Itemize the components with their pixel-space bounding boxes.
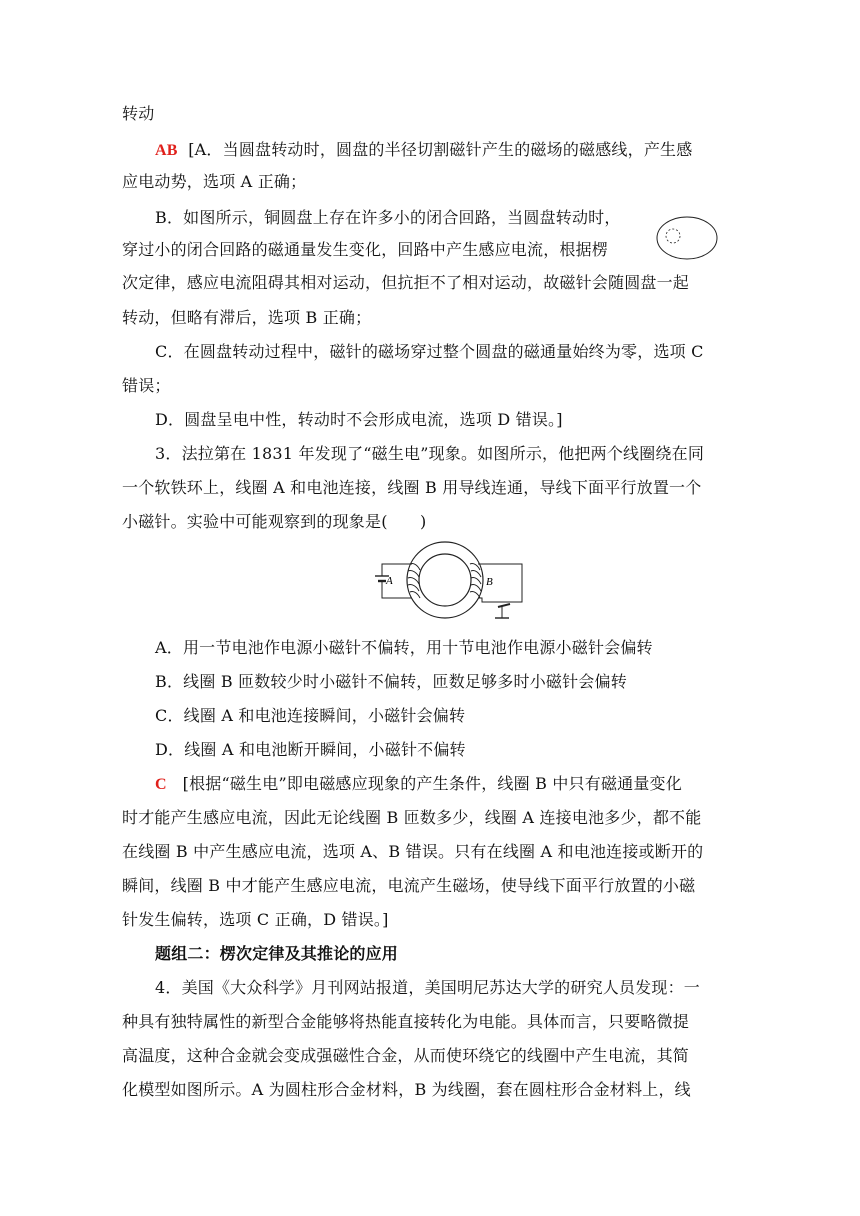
text-line: 次定律，感应电流阻碍其相对运动，但抗拒不了相对运动，故磁针会随圆盘一起 xyxy=(122,273,690,292)
disk-loop-figure xyxy=(655,215,719,261)
text-line: 针发生偏转，选项 C 正确，D 错误。] xyxy=(122,910,389,929)
text-line: 转动，但略有滞后，选项 B 正确； xyxy=(122,308,372,327)
text-line: 穿过小的闭合回路的磁通量发生变化，回路中产生感应电流，根据楞 xyxy=(122,240,609,259)
option-c: C．线圈 A 和电池连接瞬间，小磁针会偏转 xyxy=(155,706,466,725)
text-line: 应电动势，选项 A 正确； xyxy=(122,172,307,191)
text-line: 瞬间，线圈 B 中才能产生感应电流，电流产生磁场，使导线下面平行放置的小磁 xyxy=(122,876,696,895)
question-3-line: 3．法拉第在 1831 年发现了“磁生电”现象。如图所示，他把两个线圈绕在同 xyxy=(155,444,705,463)
section-heading: 题组二：楞次定律及其推论的应用 xyxy=(155,944,399,963)
text-line: 在线圈 B 中产生感应电流，选项 A、B 错误。只有在线圈 A 和电池连接或断开的 xyxy=(122,842,704,861)
text-line: D．圆盘呈电中性，转动时不会形成电流，选项 D 错误。] xyxy=(155,410,563,429)
option-b: B．线圈 B 匝数较少时小磁针不偏转，匝数足够多时小磁针会偏转 xyxy=(155,672,627,691)
answer-key: C xyxy=(155,776,167,793)
text-line: 种具有独特属性的新型合金能够将热能直接转化为电能。具体而言，只要略微提 xyxy=(122,1012,690,1031)
option-a: A．用一节电池作电源小磁针不偏转，用十节电池作电源小磁针会偏转 xyxy=(155,638,653,657)
text-line: 一个软铁环上，线圈 A 和电池连接，线圈 B 用导线连通，导线下面平行放置一个 xyxy=(122,478,702,497)
coil-a-label: A xyxy=(386,575,393,587)
text-line xyxy=(155,774,682,795)
text-line: C．在圆盘转动过程中，磁针的磁场穿过整个圆盘的磁通量始终为零，选项 C xyxy=(155,342,704,361)
text-line: B．如图所示，铜圆盘上存在许多小的闭合回路，当圆盘转动时， xyxy=(155,208,621,227)
option-d: D．线圈 A 和电池断开瞬间，小磁针不偏转 xyxy=(155,740,466,759)
text-line: 错误； xyxy=(122,376,171,395)
text-line: 转动 xyxy=(122,104,155,123)
answer-text: [A．当圆盘转动时，圆盘的半径切割磁针产生的磁场的磁感线，产生感 xyxy=(188,140,693,159)
text-line: 小磁针。实验中可能观察到的现象是( ) xyxy=(122,512,427,531)
text-line: 时才能产生感应电流，因此无论线圈 B 匝数多少，线圈 A 连接电池多少，都不能 xyxy=(122,808,702,827)
text-line xyxy=(155,140,692,161)
answer-text: [根据“磁生电”即电磁感应现象的产生条件，线圈 B 中只有磁通量变化 xyxy=(182,774,682,793)
text-line: 化模型如图所示。A 为圆柱形合金材料，B 为线圈，套在圆柱形合金材料上，线 xyxy=(122,1080,691,1099)
text-line: 高温度，这种合金就会变成强磁性合金，从而使环绕它的线圈中产生电流，其简 xyxy=(122,1046,690,1065)
answer-key: AB xyxy=(155,142,178,159)
iron-ring-coil-figure xyxy=(362,540,530,624)
coil-b-label: B xyxy=(486,576,493,588)
question-4-line: 4．美国《大众科学》月刊网站报道，美国明尼苏达大学的研究人员发现：一 xyxy=(155,978,700,997)
